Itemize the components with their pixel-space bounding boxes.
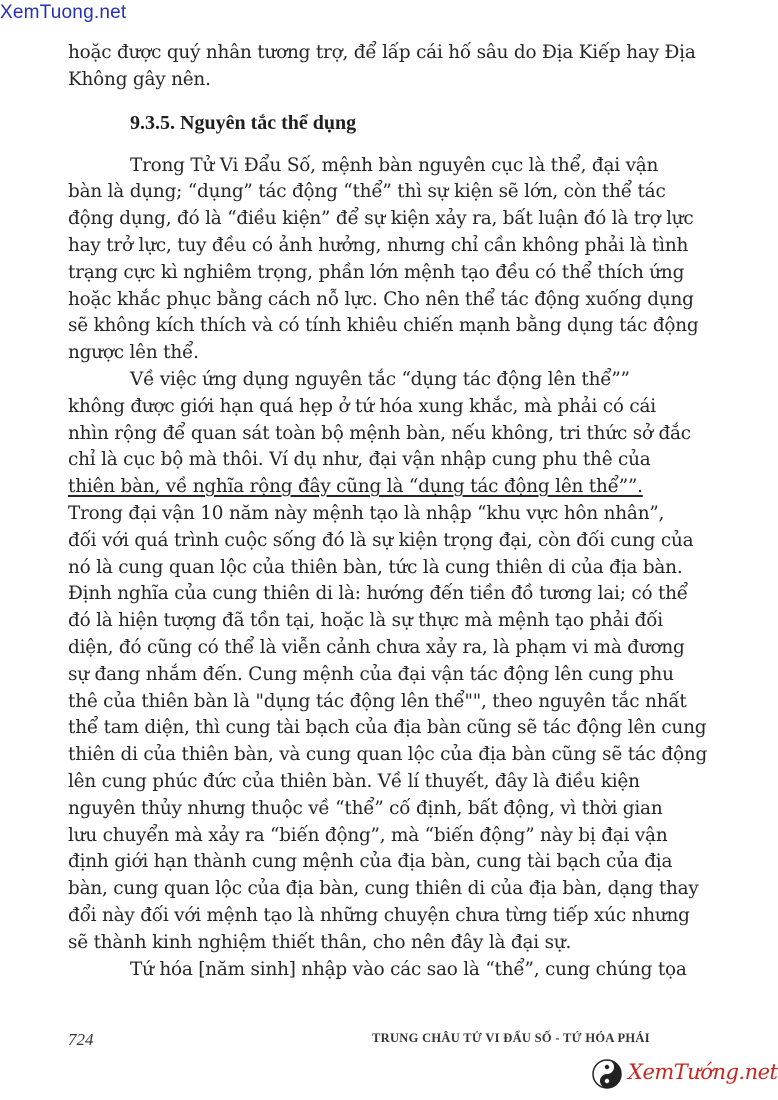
book-page-body (68, 40, 708, 983)
paragraph-line: thể tam diện, thì cung tài bạch của địa bàn cũng sẽ tác động lên cung (68, 717, 707, 739)
paragraph-line: thê của thiên bàn là "dụng tác động lên thể"", theo nguyên tắc nhất (68, 690, 687, 712)
paragraph-line: trạng cực kì nghiêm trọng, phần lớn mệnh tạo đều có thể thích ứng (68, 261, 685, 283)
paragraph-1 (68, 153, 699, 367)
paragraph-line: lưu chuyển mà xảy ra “biến động”, mà “biến động” này bị đại vận (68, 824, 668, 846)
paragraph-line: thiên di của thiên bàn, và cung quan lộc của địa bàn cũng sẽ tác động (68, 744, 708, 766)
section-heading: 9.3.5. Nguyên tắc thể dụng (130, 111, 357, 134)
paragraph-line: Trong đại vận 10 năm này mệnh tạo là nhập “khu vực hôn nhân”, (68, 502, 665, 524)
paragraph-line: bàn, cung quan lộc của địa bàn, cung thiên di của địa bàn, dạng thay (68, 878, 699, 900)
running-title: TRUNG CHÂU TỬ VI ĐẨU SỐ - TỨ HÓA PHÁI (372, 1031, 650, 1045)
paragraph-2 (68, 367, 708, 957)
paragraph-line: sẽ thành kinh nghiệm thiết thân, cho nên đây là đại sự. (68, 931, 572, 953)
paragraph-line: diện, đó cũng có thể là viễn cảnh chưa xảy ra, là phạm vi mà đương (68, 636, 685, 658)
paragraph-line: sẽ không kích thích và có tính khiêu chiến mạnh bằng dụng tác động (68, 315, 699, 337)
site-logo (592, 1056, 778, 1094)
paragraph-line: động dụng, đó là “điều kiện” để sự kiện xảy ra, bất luận đó là trợ lực (68, 208, 694, 230)
paragraph-line: đó là hiện tượng đã tồn tại, hoặc là sự thực mà mệnh tạo phải đối (68, 610, 663, 632)
paragraph-line: chỉ là cục bộ mà thôi. Ví dụ như, đại vận nhập cung phu thê của (68, 449, 651, 471)
paragraph-line: bàn là dụng; “dụng” tác động “thể” thì sự kiện sẽ lớn, còn thể tác (68, 181, 666, 203)
paragraph-line: Tứ hóa [năm sinh] nhập vào các sao là “thể”, cung chúng tọa (130, 958, 687, 980)
paragraph-line: Định nghĩa của cung thiên di là: hướng đến tiền đồ tương lai; có thể (68, 583, 688, 605)
paragraph-line: ngược lên thể. (68, 342, 199, 364)
continuation-line-2: Không gây nên. (68, 68, 211, 90)
paragraph-line: hay trở lực, tuy đều có ảnh hưởng, nhưng chỉ cần không phải là tình (68, 234, 689, 256)
page-number: 724 (68, 1030, 94, 1049)
paragraph-line: sự đang nhắm đến. Cung mệnh của đại vận tác động lên cung phu (68, 663, 674, 685)
logo-text: XemTướng.net (628, 1060, 778, 1084)
paragraph-line-underlined: thiên bàn, về nghĩa rộng đây cũng là “dụng tác động lên thể””. (68, 476, 643, 498)
paragraph-line: đổi này đối với mệnh tạo là những chuyện chưa từng tiếp xúc nhưng (68, 904, 690, 926)
paragraph-line: nó là cung quan lộc của thiên bàn, tức là cung thiên di của địa bàn. (68, 556, 683, 578)
paragraph-line: Về việc ứng dụng nguyên tắc “dụng tác động lên thể”” (130, 368, 630, 390)
paragraph-line: không được giới hạn quá hẹp ở tứ hóa xung khắc, mà phải có cái (68, 395, 656, 417)
paragraph-line: định giới hạn thành cung mệnh của địa bàn, cung tài bạch của địa (68, 851, 673, 873)
paragraph-line: hoặc khắc phục bằng cách nỗ lực. Cho nên thể tác động xuống dụng (68, 288, 694, 310)
paragraph-3 (68, 957, 686, 984)
paragraph-line: lên cung phúc đức của thiên bàn. Về lí thuyết, đây là điều kiện (68, 770, 640, 792)
paragraph-line: Trong Tử Vi Đẩu Số, mệnh bàn nguyên cục là thể, đại vận (130, 154, 659, 176)
paragraph-line: nguyên thủy nhưng thuộc về “thể” cố định, bất động, vì thời gian (68, 797, 663, 819)
continuation-line-1: hoặc được quý nhân tương trợ, để lấp cái hố sâu do Địa Kiếp hay Địa (68, 42, 696, 63)
paragraph-line: nhìn rộng để quan sát toàn bộ mệnh bàn, nếu không, tri thức sở đắc (68, 422, 691, 444)
paragraph-line: đối với quá trình cuộc sống đó là sự kiện trọng đại, còn đối cung của (68, 529, 694, 551)
watermark-site-name: XemTuong.net (0, 2, 127, 23)
yin-yang-icon (592, 1059, 622, 1089)
